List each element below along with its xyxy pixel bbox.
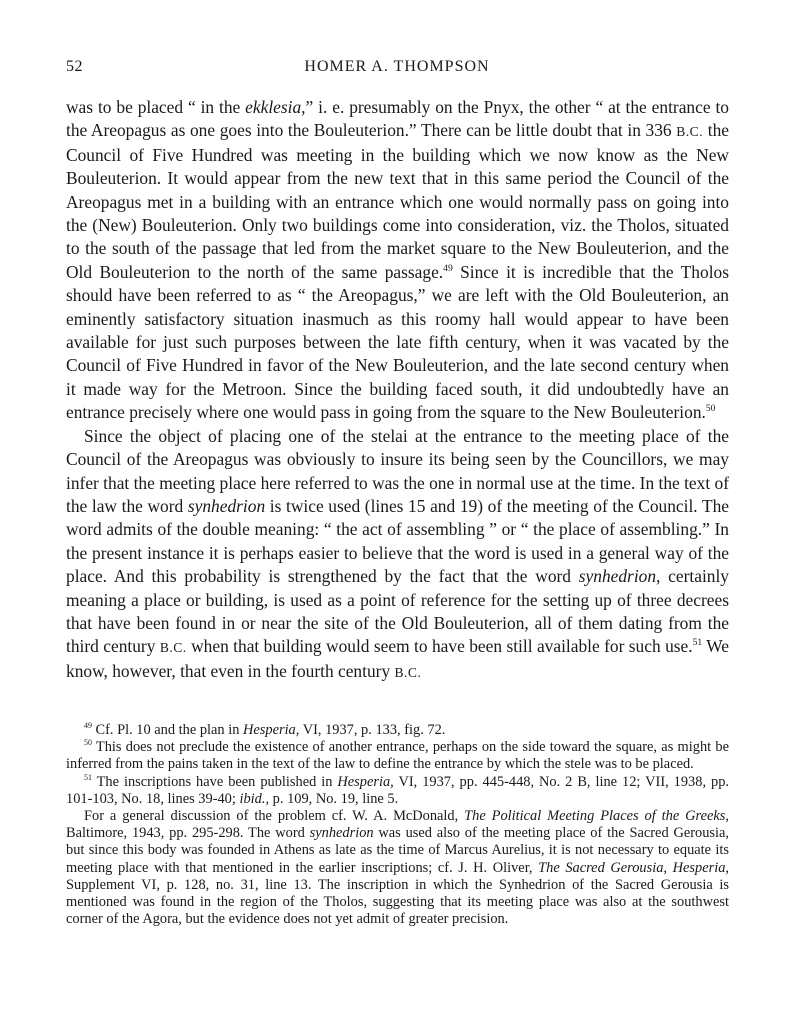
italic-title: The Sacred Gerousia, Hesperia, (538, 859, 729, 876)
footnote-49 (66, 722, 729, 739)
era-abbrev: B.C. (159, 640, 187, 656)
text-run: Since the object of placing one of the stelai at the entrance to the meeting place of the Council of the Areopagus was obviously to insure its being seen by the Councillors, we may infer that the meeting place here referred to was the one in normal use at the time. In the text of the law the word (66, 425, 729, 516)
footnote-number: 49 (84, 721, 92, 731)
text-run: p. 109, No. 19, line 5. (269, 790, 399, 807)
text-run: Since it is incredible that the Tholos should have been referred to as “ the Areopagus,” we are left with the Old Bouleuterion, an eminently satisfactory situation inasmuch as this roomy hall would appear to have been available for just such purposes between the late fifth century, when it was vacated by the Council of Five Hundred in favor of the New Bouleuterion, and the late second century when it made way for the Metroon. Since the building faced south, it did undoubtedly have an entrance precisely where one would pass in going from the square to the New Bouleuterion. (66, 261, 729, 423)
footnote-ref-49: 49 (443, 262, 453, 274)
text-run: We know, however, that even in the fourth century (66, 636, 730, 681)
text-run: certainly meaning a place or building, is used as a point of reference for the setting up of three decrees that have been found in or near the site of the Old Bouleuterion, all of them dating from the third century (66, 566, 729, 657)
italic-term: synhedrion (309, 825, 374, 842)
text-run: ” i. e. presumably on the Pnyx, the other “ at the entrance to the Areopagus as one goes into the Bouleuterion.” There can be little doubt that in 336 (66, 97, 729, 141)
italic-title: Hesperia, (243, 722, 300, 738)
text-run: was to be placed “ in the (66, 97, 246, 117)
text-run: the Council of Five Hundred was meeting in the building which we now know as the New Bouleuterion. It would appear from the new text that in this same period the Council of the Areopagus met in a building with an entrance which one would normally pass on going into the (New) Bouleuterion. Only two buildings come into consideration, viz. the Tholos, situated to the south of the passage that led from the market square to the New Bouleuterion, and the Old Bouleuterion to the north of the same passage. (66, 120, 729, 282)
italic-term: ekklesia, (245, 97, 306, 117)
era-abbrev: B.C. (394, 664, 422, 680)
running-head: HOMER A. THOMPSON (304, 58, 490, 75)
footnote-number: 50 (84, 738, 92, 748)
body-paragraph-2 (66, 425, 729, 684)
italic-title: Hesperia, (337, 773, 394, 790)
footnote-number: 51 (84, 772, 92, 782)
text-run: Cf. Pl. 10 and the plan in (91, 722, 243, 738)
italic-term: synhedrion, (578, 566, 661, 587)
text-run: Baltimore, 1943, pp. 295-298. The word (66, 825, 310, 842)
main-text (66, 96, 729, 684)
footnote-50 (66, 739, 729, 773)
era-abbrev: B.C. (676, 124, 704, 140)
text-run: VI, 1937, pp. 445-448, No. 2 B, line 12; VII, 1938, pp. 101-103, No. 18, lines 39-40; (66, 773, 729, 807)
text-run: is twice used (lines 15 and 19) of the meeting of the Council. The word admits of the double meaning: “ the act of assembling ” or “ the place of assembling.” In the present instance it is perhaps easier to believe that the word is used in a general way of the place. And this probability is strengthened by the fact that the word (66, 495, 730, 587)
text-run: VI, 1937, p. 133, fig. 72. (299, 722, 446, 738)
footnote-ref-51: 51 (692, 637, 703, 649)
italic-title: The Political Meeting Places of the Greeks, (464, 808, 729, 825)
footnote-51 (66, 774, 729, 808)
footnote-51-continuation (66, 808, 729, 928)
body-paragraph-1 (66, 96, 729, 425)
text-run: was used also of the meeting place of the Sacred Gerousia, but since this body was founded in Athens as late as the time of Marcus Aurelius, it is not necessary to equate its meeting place with that mentioned in the earlier inscriptions; cf. J. H. Oliver, (66, 825, 729, 876)
footnote-ref-50: 50 (705, 403, 716, 415)
footnotes (66, 722, 729, 928)
text-run: This does not preclude the existence of another entrance, perhaps on the side toward the square, as might be inferred from the pains taken in the text of the law to define the entrance by which the stele was to be placed. (66, 739, 729, 773)
text-run: Supplement VI, p. 128, no. 31, line 13. The inscription in which the Synhedrion of the Sacred Gerousia is mentioned was found in the region of the Tholos, suggesting that its meeting place was also at the southwest corner of the Agora, but the evidence does not yet admit of greater precision. (66, 876, 729, 928)
page-number: 52 (66, 58, 83, 75)
text-run: when that building would seem to have been still available for such use. (186, 636, 693, 657)
text-run: For a general discussion of the problem cf. W. A. McDonald, (84, 808, 465, 825)
page-header (66, 58, 728, 80)
italic-term: synhedrion (187, 495, 266, 516)
italic-term: ibid., (239, 790, 270, 807)
text-run: The inscriptions have been published in (91, 773, 338, 790)
